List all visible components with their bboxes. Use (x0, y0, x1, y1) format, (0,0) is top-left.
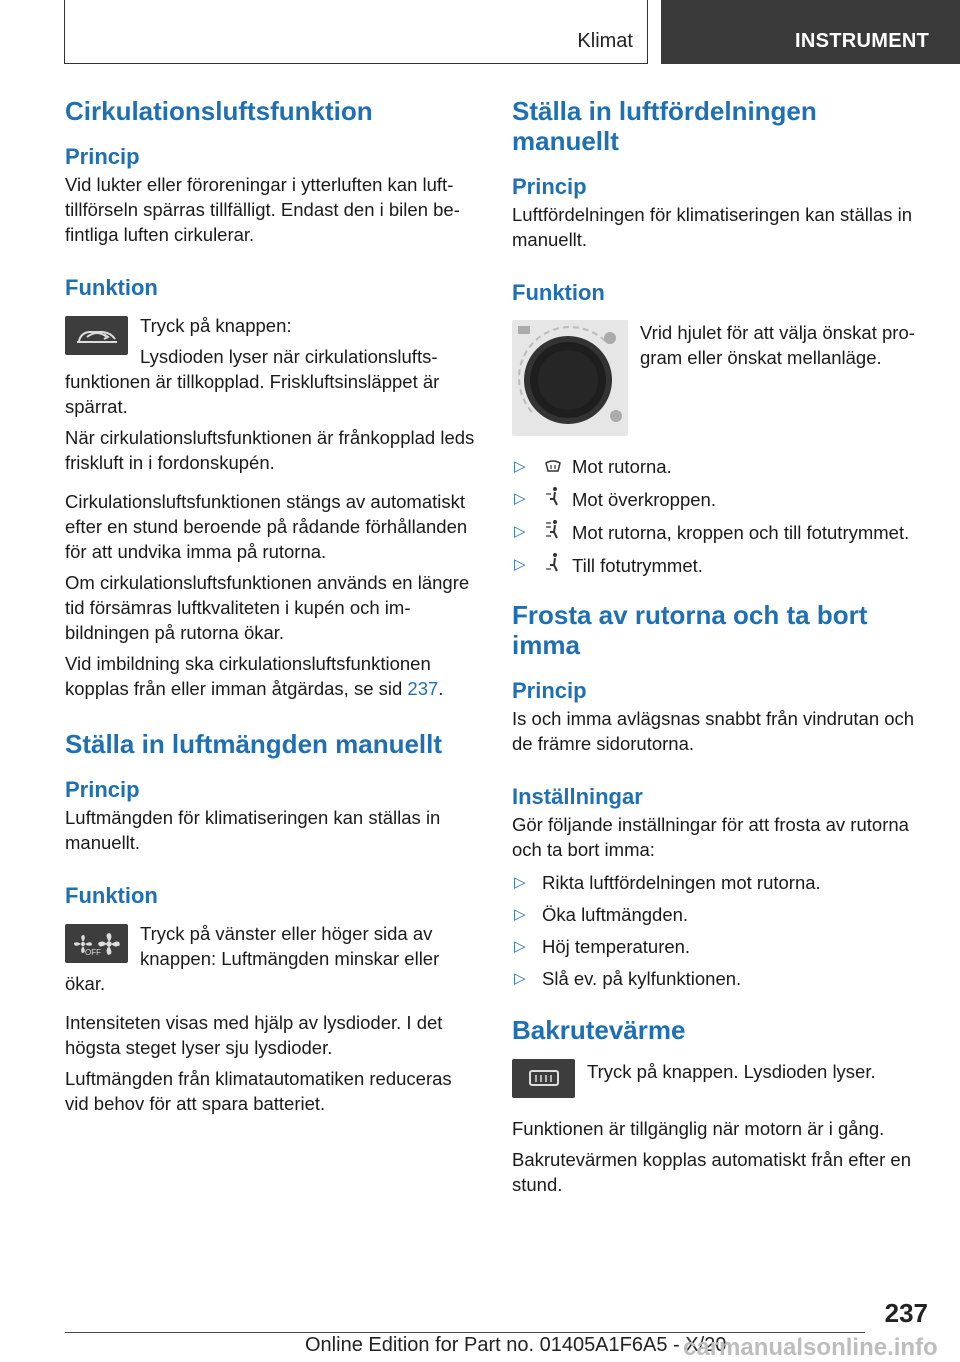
list-item (512, 934, 927, 959)
section-title: Ställa in luftfördelningen manuellt (512, 96, 817, 156)
bakrutevarme-text-1: Funktionen är tillgänglig när motorn är i gång. (512, 1118, 885, 1139)
bullet-triangle-icon: ▷ (514, 458, 526, 475)
installningar-heading: Inställningar (512, 784, 643, 809)
installningar-text: Gör följande inställningar för att frosta av rutorna och ta bort imma: (512, 814, 909, 860)
footwell-icon (542, 552, 564, 578)
section-title: Ställa in luftmängden manuellt (65, 729, 443, 759)
section-title: Frosta av rutorna och ta bort imma (512, 600, 868, 660)
funktion-text-3: Luftmängden från klimatautomatiken reduceras vid behov för att spara batteriet. (65, 1068, 452, 1114)
list-item-text: Till fotutrymmet. (572, 555, 703, 576)
bullet-triangle-icon: ▷ (514, 523, 526, 540)
list-item-text: Höj temperaturen. (542, 936, 691, 957)
list-item (512, 870, 927, 895)
rear-window-heating-button-icon (512, 1059, 575, 1098)
header-tab-label: INSTRUMENT (795, 30, 930, 52)
text-segment: Vid imbildning ska cirkulationsluftsfunktionen kopplas från eller imman åtgärdas, se sid (65, 653, 431, 699)
funktion-text-5 (65, 651, 480, 701)
funktion-text-4: Om cirkulationsluftsfunktionen används en längre tid försämras luftkvaliteten i kupén och imbildningen på rutorna ökar. (65, 572, 470, 643)
princip-text: Luftfördelningen för klimatiseringen kan ställas in manuellt. (512, 204, 913, 250)
upper-body-icon (542, 486, 564, 512)
list-item (512, 902, 927, 927)
fan-off-label: OFF (85, 948, 101, 957)
list-item-text: Mot överkroppen. (572, 489, 716, 510)
fan-button-icon (65, 924, 128, 963)
bakrutevarme-text-2: Bakrutevärmen kopplas automatiskt från efter en stund. (512, 1149, 911, 1195)
footer-divider (65, 1332, 865, 1333)
watermark: carmanualsonline.info (683, 1334, 938, 1361)
funktion-heading: Funktion (65, 275, 158, 300)
funktion-heading: Funktion (512, 280, 605, 305)
list-item-text: Öka luftmängden. (542, 904, 689, 925)
funktion-text-2: När cirkulationsluftsfunktionen är frånkopplad leds friskluft in i fordonskupén. (65, 427, 475, 473)
list-item (512, 519, 927, 545)
section-title: Cirkulationsluftsfunktion (65, 96, 373, 126)
bakrutevarme-lead: Tryck på knappen. Lysdioden lyser. (587, 1061, 876, 1082)
funktion-text-3: Cirkulationsluftsfunktionen stängs av automatiskt efter en stund beroende på rådande förhållanden för att undvika imma på rutorna. (65, 491, 468, 562)
section-title: Bakrutevärme (512, 1015, 686, 1045)
funktion-lead: Tryck på knappen: (140, 315, 292, 336)
page-number: 237 (884, 1298, 928, 1328)
list-item-text: Slå ev. på kylfunktionen. (542, 968, 742, 989)
bullet-triangle-icon: ▷ (514, 938, 526, 955)
list-item (512, 552, 927, 578)
funktion-text: Vrid hjulet för att välja önskat program eller önskat mellanläge. (640, 322, 915, 368)
princip-heading: Princip (65, 144, 140, 169)
header-section: Klimat (577, 30, 633, 52)
princip-text: Is och imma avlägsnas snabbt från vindrutan och de främre sidorutorna. (512, 708, 915, 754)
text-segment: . (438, 678, 444, 699)
list-item-text: Rikta luftfördelningen mot rutorna. (542, 872, 821, 893)
windshield-icon (542, 454, 564, 479)
list-item-text: Mot rutorna. (572, 456, 672, 477)
air-distribution-dial-image (512, 320, 628, 436)
bullet-triangle-icon: ▷ (514, 556, 526, 573)
all-directions-icon (542, 519, 564, 545)
left-column (65, 96, 480, 1116)
funktion-text-2: Intensiteten visas med hjälp av lysdioder. I det högsta steget lyser sju lysdioder. (65, 1012, 443, 1058)
list-item-text: Mot rutorna, kroppen och till fotutrymmet. (572, 522, 910, 543)
princip-heading: Princip (512, 678, 587, 703)
princip-heading: Princip (512, 174, 587, 199)
header-box (64, 0, 648, 64)
princip-text: Vid lukter eller föroreningar i ytterluften kan lufttillförseln spärras tillfälligt. Endast den i bilen befintliga luften cirkulerar. (65, 174, 460, 245)
page-reference-link[interactable]: 237 (407, 678, 439, 699)
bullet-triangle-icon: ▷ (514, 874, 526, 891)
list-item (512, 486, 927, 512)
right-column (512, 96, 927, 1197)
list-item (512, 966, 927, 991)
bullet-triangle-icon: ▷ (514, 970, 526, 987)
list-item (512, 454, 927, 479)
edition-text: Online Edition for Part no. 01405A1F6A5 - X/20 (305, 1334, 727, 1356)
header-tab (661, 0, 960, 64)
princip-text: Luftmängden för klimatiseringen kan ställas in manuellt. (65, 807, 441, 853)
funktion-text-1: Tryck på vänster eller höger sida av knappen: Luftmängden minskar eller ökar. (65, 923, 440, 994)
recirculation-button-icon (65, 316, 128, 355)
princip-heading: Princip (65, 777, 140, 802)
funktion-heading: Funktion (65, 883, 158, 908)
bullet-triangle-icon: ▷ (514, 906, 526, 923)
funktion-text-1: Lysdioden lyser när cirkulationsluftsfunktionen är tillkopplad. Friskluftsinsläppet är spärrat. (65, 346, 440, 417)
bullet-triangle-icon: ▷ (514, 490, 526, 507)
